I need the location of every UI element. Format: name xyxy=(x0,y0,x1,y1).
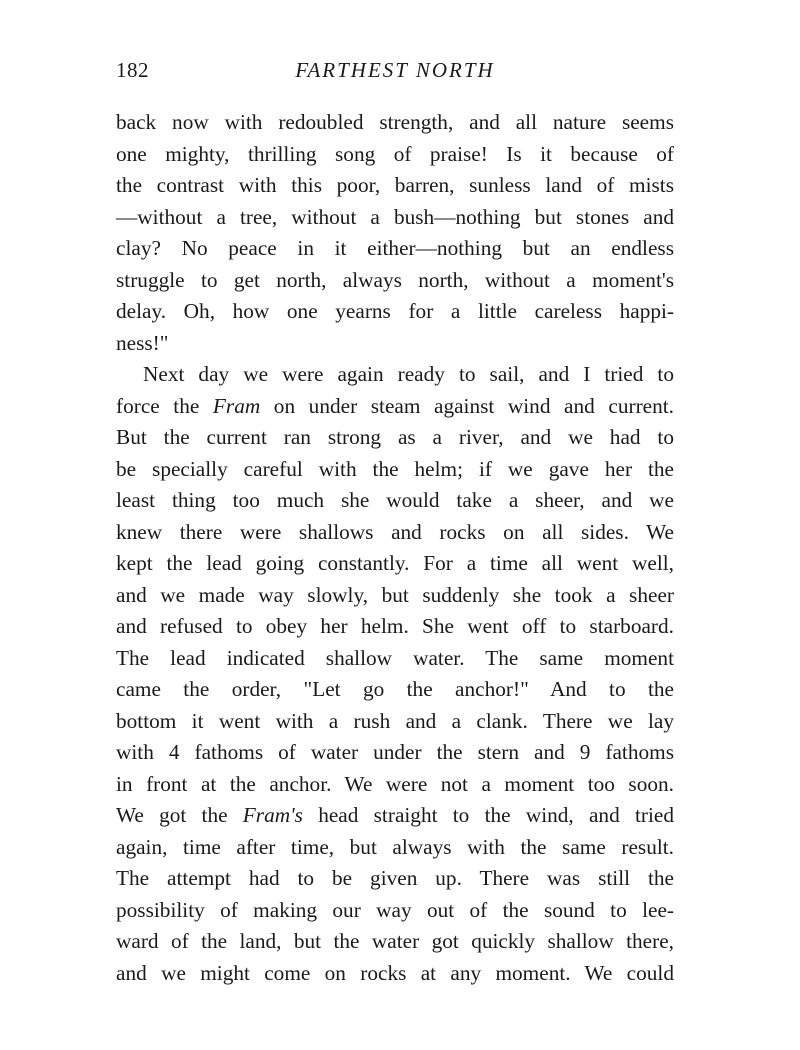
text-line: in front at the anchor. We were not a moment too soon. xyxy=(116,771,674,796)
running-head: FARTHEST NORTH xyxy=(295,58,495,82)
text-line: one mighty, thrilling song of praise! Is it because of xyxy=(116,141,674,166)
ship-name: Fram xyxy=(212,393,261,418)
paragraph-1 xyxy=(116,107,674,359)
text-line: came the order, "Let go the anchor!" And to the xyxy=(116,677,674,701)
page-number: 182 xyxy=(116,58,149,82)
text-line: force the Fram on under steam against wind and current. xyxy=(116,393,674,418)
text-line: back now with redoubled strength, and all nature seems xyxy=(116,110,674,134)
text-line: Next day we were again ready to sail, and I tried to xyxy=(143,362,674,386)
text-line: The attempt had to be given up. There was still the xyxy=(116,866,674,890)
text-line: The lead indicated shallow water. The same moment xyxy=(116,645,674,670)
text-line: with 4 fathoms of water under the stern and 9 fathoms xyxy=(116,740,674,764)
body-text xyxy=(116,107,674,989)
text-line: —without a tree, without a bush—nothing but stones and xyxy=(116,204,674,229)
text-line: and refused to obey her helm. She went off to starboard. xyxy=(116,614,674,638)
text-line: struggle to get north, always north, without a moment's xyxy=(116,267,674,292)
text-line: and we might come on rocks at any moment. We could xyxy=(116,960,674,985)
text-line: delay. Oh, how one yearns for a little careless happi- xyxy=(116,299,674,323)
text-line: kept the lead going constantly. For a time all went well, xyxy=(116,551,674,575)
text-line: least thing too much she would take a sheer, and we xyxy=(116,488,674,512)
text-line: the contrast with this poor, barren, sunless land of mists xyxy=(116,173,674,197)
text-line: ward of the land, but the water got quickly shallow there, xyxy=(116,929,674,953)
text-line: possibility of making our way out of the sound to lee- xyxy=(116,897,674,922)
ship-name: Fram's xyxy=(242,803,303,827)
text-line: and we made way slowly, but suddenly she took a sheer xyxy=(116,582,674,607)
text-line: again, time after time, but always with the same result. xyxy=(116,834,674,859)
page-header xyxy=(116,58,674,88)
text-line: knew there were shallows and rocks on all sides. We xyxy=(116,519,674,544)
text-line: But the current ran strong as a river, and we had to xyxy=(116,425,674,449)
text-line: We got the Fram's head straight to the wind, and tried xyxy=(116,803,674,827)
text-line: be specially careful with the helm; if we gave her the xyxy=(116,456,674,481)
text-line: ness!" xyxy=(116,330,169,355)
text-line: clay? No peace in it either—nothing but an endless xyxy=(116,236,674,260)
paragraph-2 xyxy=(116,359,674,989)
text-line: bottom it went with a rush and a clank. There we lay xyxy=(116,708,674,733)
